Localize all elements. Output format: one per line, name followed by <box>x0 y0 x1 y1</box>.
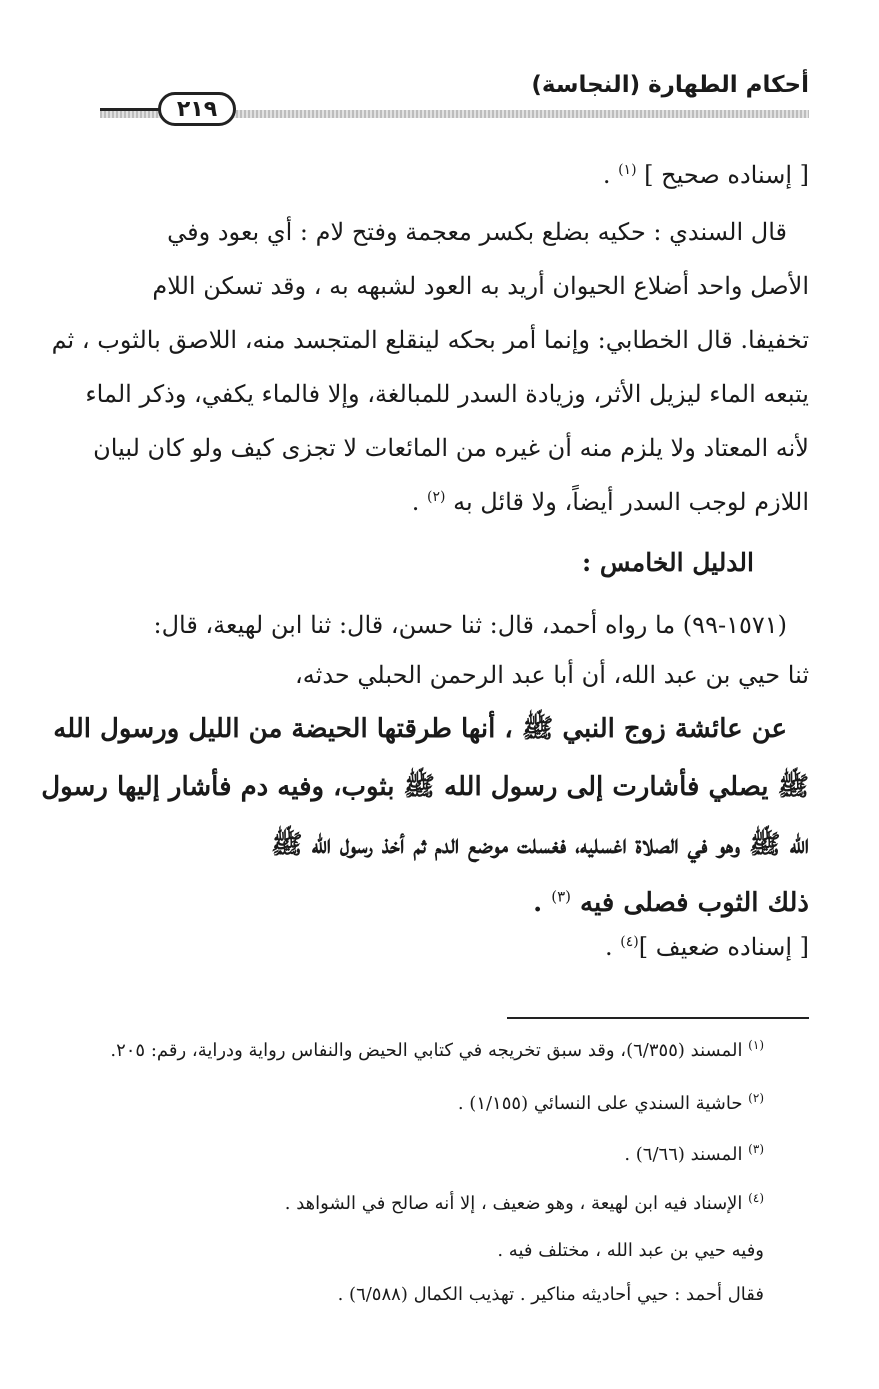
footnote-3: $^{(٣)}$ المسند (٦/٦٦) . <box>624 1142 764 1165</box>
page-number-badge <box>158 92 236 126</box>
narration-line: ثنا حيي بن عبد الله، أن أبا عبد الرحمن الحبلي حدثه، <box>295 661 809 689</box>
commentary-paragraph <box>51 205 809 529</box>
footnote-mark: (١) <box>748 1038 764 1052</box>
narration-chain <box>95 600 809 700</box>
narration-line: (١٥٧١-٩٩) ما رواه أحمد، قال: ثنا حسن، قال: ثنا ابن لهيعة، قال: <box>153 611 787 639</box>
page-number: ٢١٩ <box>176 96 218 122</box>
footnote-ref-1: (١) <box>618 162 637 178</box>
header-rule-dark <box>100 108 165 111</box>
paragraph-line: يتبعه الماء ليزيل الأثر، وزيادة السدر للمبالغة، وإلا فالماء يكفي، وذكر الماء <box>85 380 809 408</box>
footnote-mark: (٢) <box>748 1091 764 1105</box>
footnote-1: $^{(١)}$ المسند (٦/٣٥٥)، وقد سبق تخريجه في كتابي الحيض والنفاس رواية ودراية، رقم: ٢٠٥. <box>110 1038 764 1061</box>
footnote-ref-2: (٢) <box>427 489 446 505</box>
footnote-4-cont-2: فقال أحمد : حيي أحاديثه مناكير . تهذيب الكمال (٦/٥٨٨) . <box>337 1284 764 1305</box>
footnote-4-cont-1: وفيه حيي بن عبد الله ، مختلف فيه . <box>497 1240 764 1261</box>
running-header-title: أحكام الطهارة (النجاسة) <box>531 72 809 98</box>
isnad-grade-2: [ إسناده ضعيف ]$^{(٤)}$ . <box>605 933 809 961</box>
footnote-2: $^{(٢)}$ حاشية السندي على النسائي (١/١٥٥) . <box>457 1091 764 1114</box>
section-heading: الدليل الخامس : <box>582 548 754 577</box>
footnote-mark: (٣) <box>748 1142 764 1156</box>
footnote-4: $^{(٤)}$ الإسناد فيه ابن لهيعة ، وهو ضعيف ، إلا أنه صالح في الشواهد . <box>284 1191 764 1214</box>
paragraph-line: تخفيفا. قال الخطابي: وإنما أمر بحكه لينقلع المتجسد منه، اللاصق بالثوب ، ثم <box>51 326 809 354</box>
paragraph-line: قال السندي : حكيه بضلع بكسر معجمة وفتح لام : أي بعود وفي <box>167 218 787 246</box>
hadith-line: ﷺ يصلي فأشارت إلى رسول الله ﷺ بثوب، وفيه دم فأشار إليها رسول <box>41 772 809 802</box>
hadith-line: عن عائشة زوج النبي ﷺ ، أنها طرقتها الحيضة من الليل ورسول الله <box>53 714 787 744</box>
footnote-separator <box>507 1017 809 1019</box>
paragraph-line: الأصل واحد أضلاع الحيوان أريد به العود لشبهه به ، وقد تسكن اللام <box>152 272 809 300</box>
footnote-mark: (٤) <box>748 1191 764 1205</box>
isnad-grade-1: [ إسناده صحيح ] $^{(١)}$ . <box>602 161 809 189</box>
hadith-last-line: ذلك الثوب فصلى فيه $^{(٣)}$ . <box>533 887 809 918</box>
footnote-ref-4: (٤) <box>620 934 639 950</box>
footnote-ref-3: (٣) <box>551 887 571 906</box>
paragraph-line: لأنه المعتاد ولا يلزم منه أن غيره من المائعات لا تجزى كيف ولو كان لبيان <box>93 434 809 462</box>
hadith-line: الله ﷺ وهو في الصلاة اغسليه، فغسلت موضع الدم ثم أخذ رسول الله ﷺ <box>271 830 809 860</box>
paragraph-last-line: اللازم لوجب السدر أيضاً، ولا قائل به $^{(٢)}$ . <box>411 488 809 516</box>
hadith-text <box>41 700 809 932</box>
